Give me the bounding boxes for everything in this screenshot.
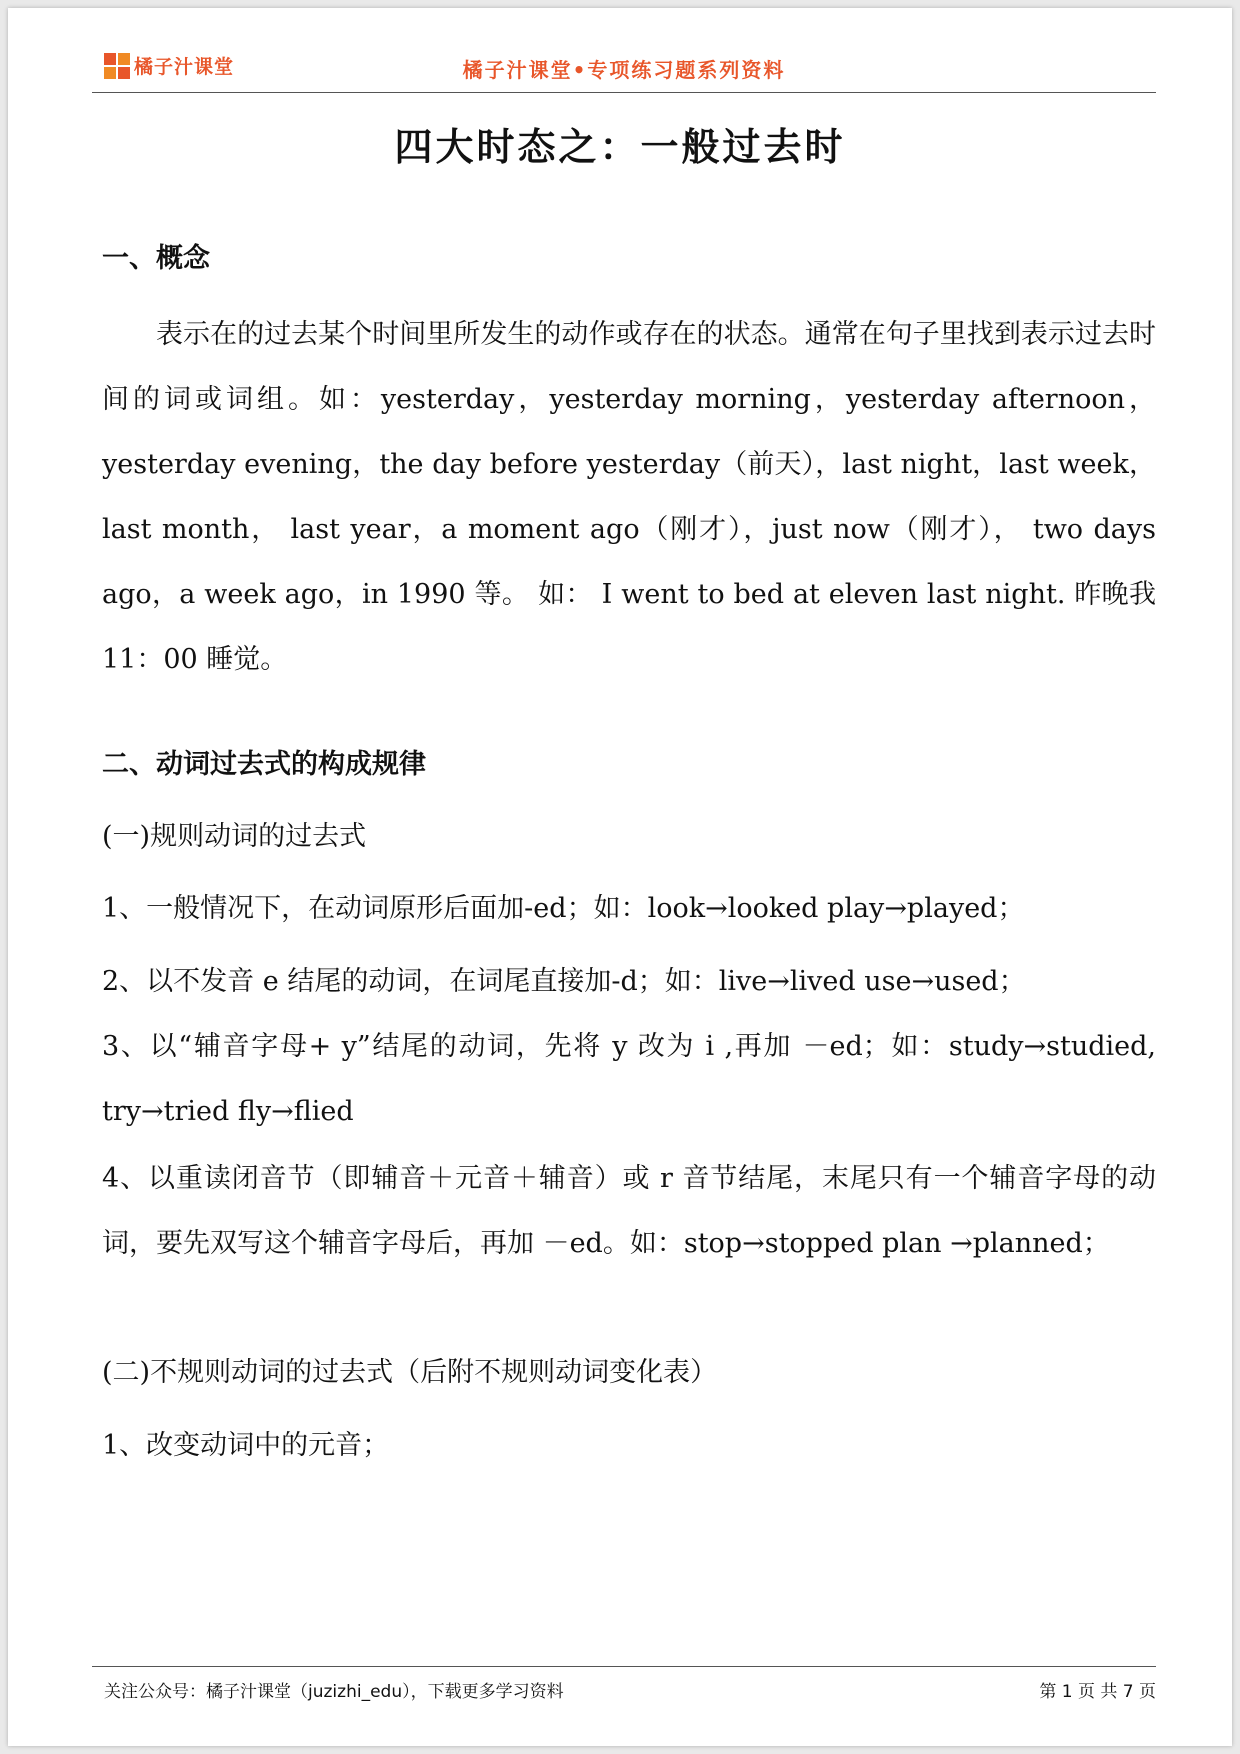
concept-paragraph: 表示在的过去某个时间里所发生的动作或存在的状态。通常在句子里找到表示过去时间的词或词组。如：yesterday，yesterday morning，yesterday afternoon，yesterday evening，the day before yesterday（前天），last night，last week，last month， last year，a moment ago（刚才），just now（刚才）， two days ago，a week ago，in 1990 等。 如： I went to bed at eleven last night. 昨晚我 11：00 睡觉。 — [102, 319, 1156, 675]
subheading-irregular: (二)不规则动词的过去式（后附不规则动词变化表） — [102, 1357, 718, 1388]
rule-3: 3、以“辅音字母+ y”结尾的动词，先将 y 改为 i ,再加 －ed；如：study→studied, try→tried fly→flied — [102, 1031, 1156, 1127]
section-heading-concept: 一、概念 — [102, 243, 210, 274]
page-number: 第 1 页 共 7 页 — [1039, 1682, 1156, 1702]
logo-text: 橘子汁课堂 — [134, 56, 235, 78]
subheading-regular: (一)规则动词的过去式 — [102, 821, 367, 852]
irregular-rule-1: 1、改变动词中的元音； — [102, 1430, 390, 1461]
section-heading-rules: 二、动词过去式的构成规律 — [102, 749, 426, 780]
page-footer — [92, 1666, 1156, 1707]
document-title: 四大时态之：一般过去时 — [394, 124, 846, 169]
document-page — [8, 8, 1232, 1746]
header-title: 橘子汁课堂•专项练习题系列资料 — [462, 58, 786, 82]
footer-note: 关注公众号：橘子汁课堂（juzizhi_edu），下载更多学习资料 — [104, 1682, 564, 1702]
page-header — [92, 48, 1156, 93]
rule-4: 4、以重读闭音节（即辅音＋元音＋辅音）或 r 音节结尾，末尾只有一个辅音字母的动词，要先双写这个辅音字母后，再加 －ed。如：stop→stopped plan →planned； — [102, 1163, 1156, 1259]
rule-2: 2、以不发音 e 结尾的动词，在词尾直接加-d；如：live→lived use→used； — [102, 966, 1026, 997]
rule-1: 1、一般情况下，在动词原形后面加-ed；如：look→looked play→played； — [102, 893, 1025, 924]
